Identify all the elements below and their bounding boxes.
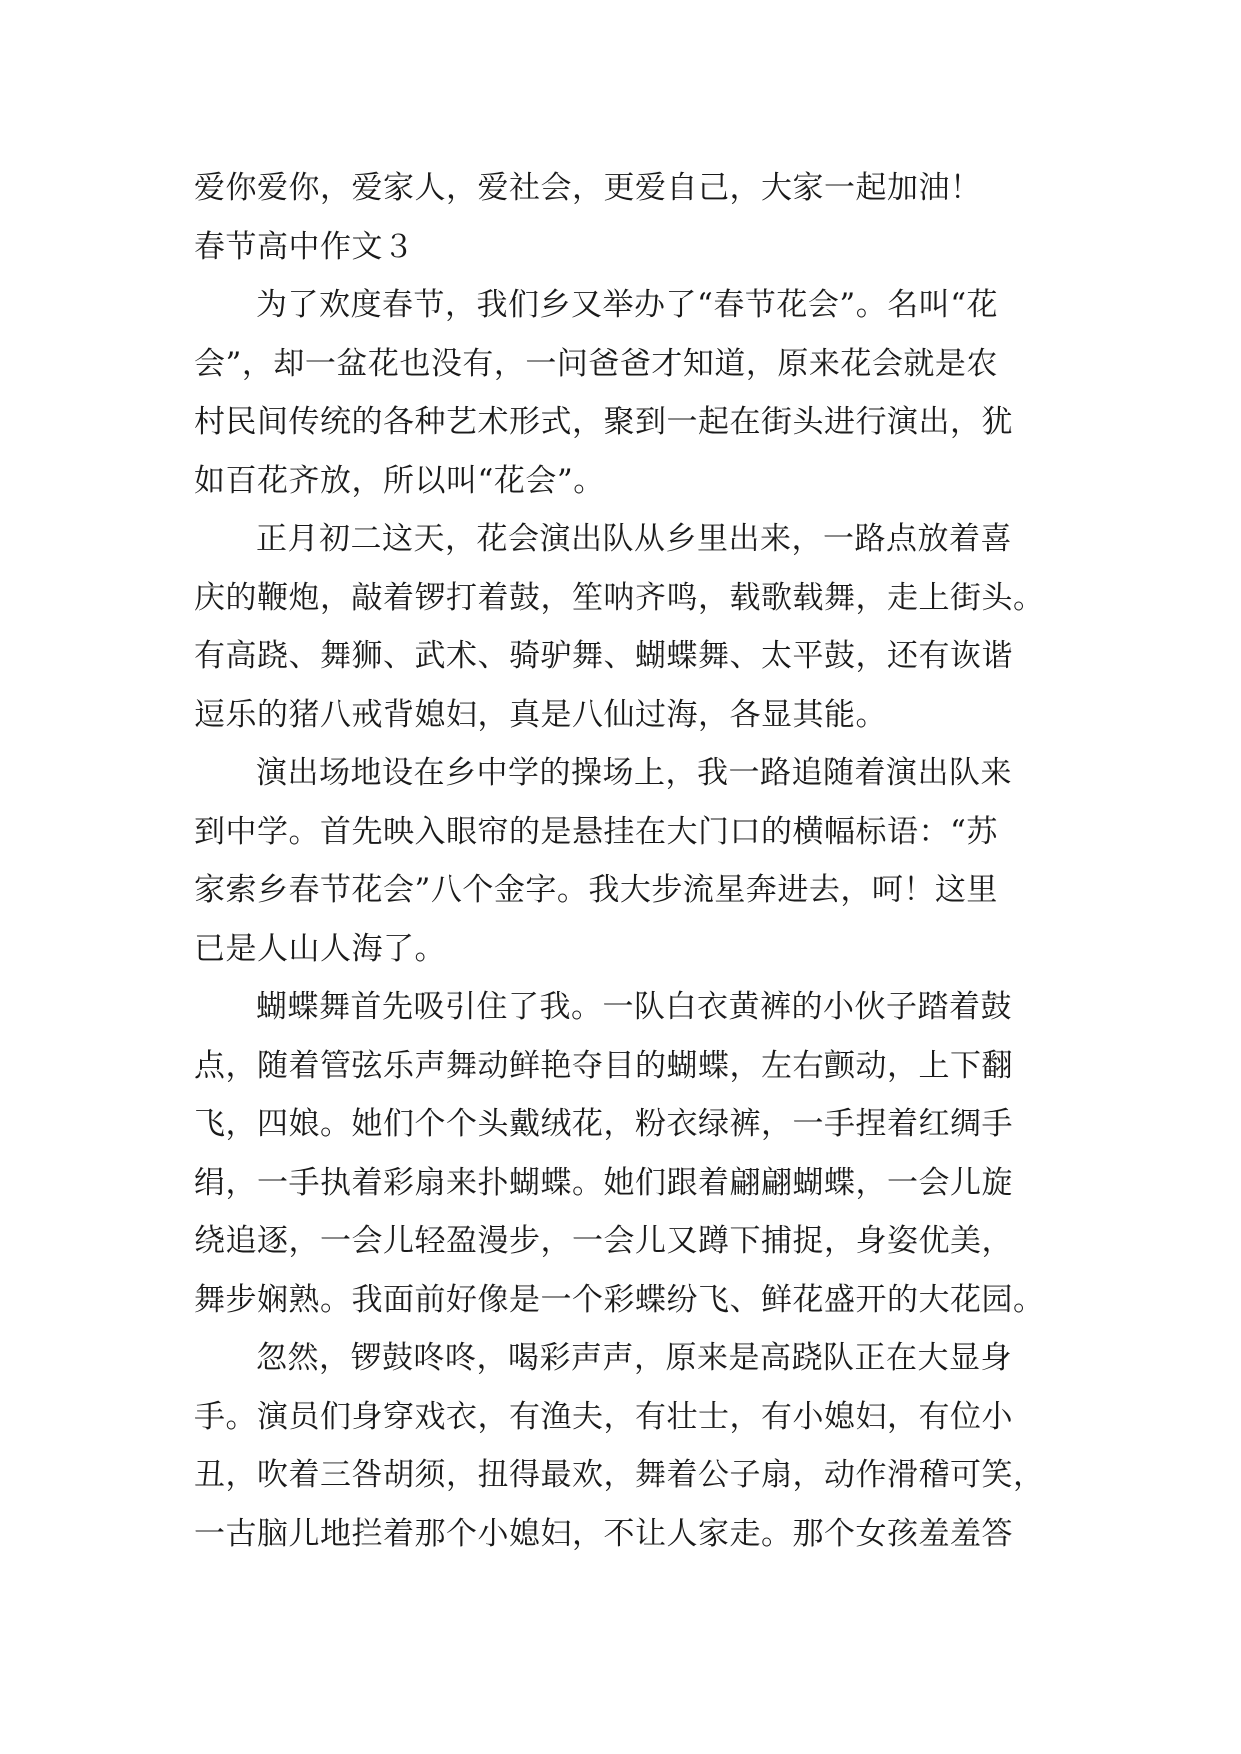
text-line: 逗乐的猪八戒背媳妇，真是八仙过海，各显其能。	[194, 696, 887, 733]
text-line: 村民间传统的各种艺术形式，聚到一起在街头进行演出，犹	[194, 404, 1013, 440]
text-line: 会”，却一盆花也没有，一问爸爸才知道，原来花会就是农	[194, 345, 998, 382]
text-line: 到中学。首先映入眼帘的是悬挂在大门口的横幅标语：“苏	[194, 813, 998, 850]
text-line: 正月初二这天，花会演出队从乡里出来，一路点放着喜	[256, 521, 1012, 557]
text-line: 一古脑儿地拦着那个小媳妇，不让人家走。那个女孩羞羞答	[194, 1515, 1013, 1552]
text-line: 为了欢度春节，我们乡又举办了“春节花会”。名叫“花	[256, 287, 999, 323]
text-line: 蝴蝶舞首先吸引住了我。一队白衣黄裤的小伙子踏着鼓	[256, 989, 1012, 1025]
text-line: 舞步娴熟。我面前好像是一个彩蝶纷飞、鲜花盛开的大花园。	[194, 1281, 1045, 1318]
text-line: 演出场地设在乡中学的操场上，我一路追随着演出队来	[256, 755, 1012, 791]
text-line: 点，随着管弦乐声舞动鲜艳夺目的蝴蝶，左右颤动，上下翻	[194, 1047, 1013, 1084]
text-line: 绕追逐，一会儿轻盈漫步，一会儿又蹲下捕捉，身姿优美，	[194, 1223, 1013, 1259]
text-line: 丑，吹着三咎胡须，扭得最欢，舞着公子扇，动作滑稽可笑，	[194, 1457, 1045, 1493]
text-line: 绢，一手执着彩扇来扑蝴蝶。她们跟着翩翩蝴蝶，一会儿旋	[194, 1164, 1013, 1201]
text-line: 飞，四娘。她们个个头戴绒花，粉衣绿裤，一手捏着红绸手	[194, 1106, 1013, 1142]
text-line: 爱你爱你，爱家人，爱社会，更爱自己，大家一起加油！	[194, 170, 982, 206]
text-line: 忽然，锣鼓咚咚，喝彩声声，原来是高跷队正在大显身	[256, 1340, 1012, 1376]
text-line: 家索乡春节花会”八个金字。我大步流星奔进去，呵！这里	[194, 872, 998, 908]
essay-title: 春节高中作文３	[194, 228, 415, 265]
text-line: 有高跷、舞狮、武术、骑驴舞、蝴蝶舞、太平鼓，还有诙谐	[194, 638, 1013, 674]
text-line: 庆的鞭炮，敲着锣打着鼓，笙呐齐鸣，载歌载舞，走上街头。	[194, 579, 1045, 616]
text-line: 手。演员们身穿戏衣，有渔夫，有壮士，有小媳妇，有位小	[194, 1398, 1013, 1435]
text-line: 已是人山人海了。	[194, 930, 446, 967]
text-line: 如百花齐放，所以叫“花会”。	[194, 462, 605, 499]
essay-body	[194, 159, 1054, 1563]
